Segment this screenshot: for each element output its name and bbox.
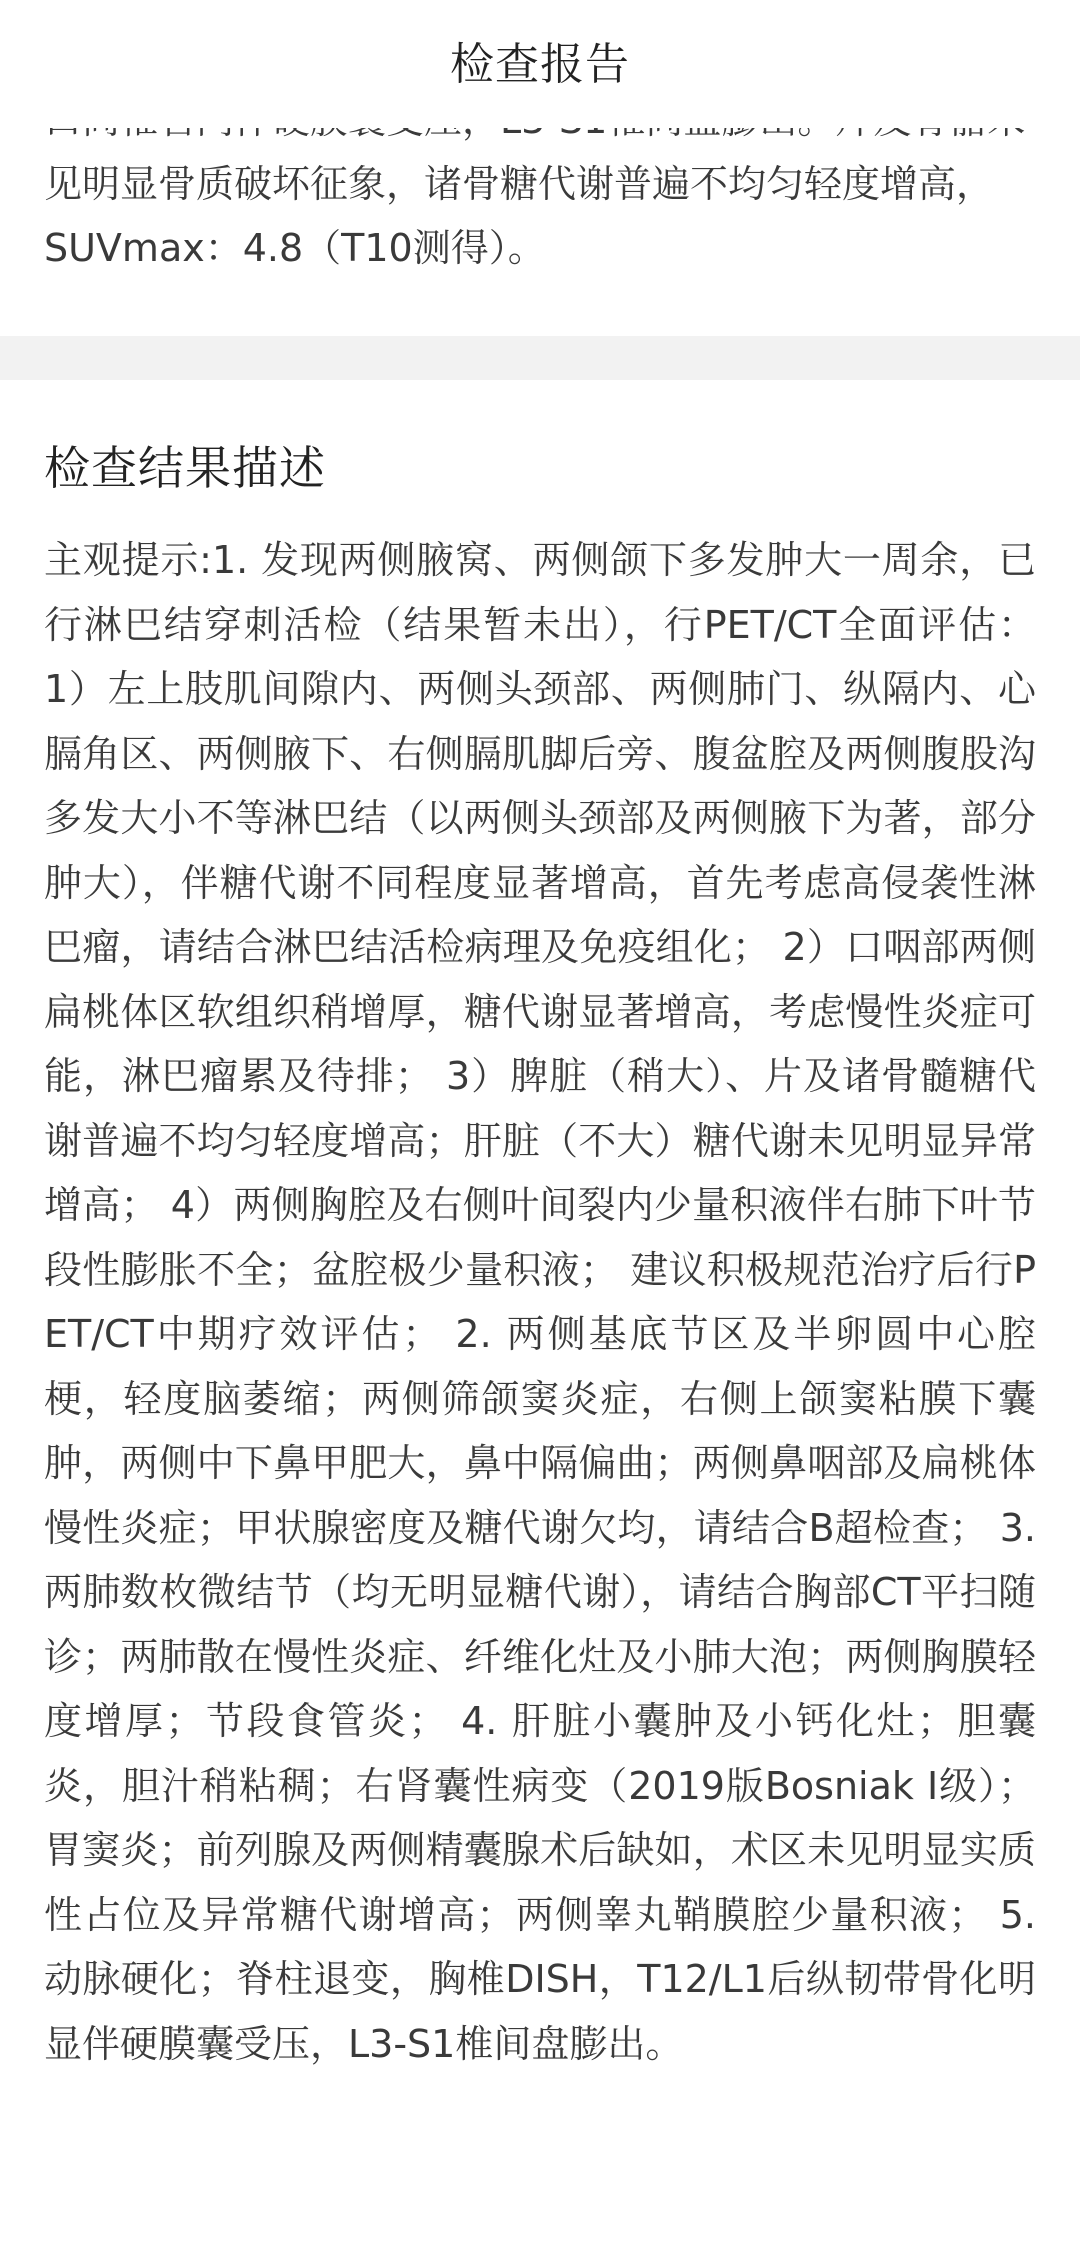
top-header xyxy=(0,0,1080,128)
findings-body: 主观提示:1. 发现两侧腋窝、两侧颌下多发肿大一周余，已行淋巴结穿刺活检（结果暂未出），行PET/CT全面评估： 1）左上肢肌间隙内、两侧头颈部、两侧肺门、纵隔内、心膈角区、两侧腋下、右侧膈肌脚后旁、腹盆腔及两侧腹股沟多发大小不等淋巴结（以两侧头颈部及两侧腋下为著，部分肿大），伴糖代谢不同程度显著增高，首先考虑高侵袭性淋巴瘤，请结合淋巴结活检病理及免疫组化； 2）口咽部两侧扁桃体区软组织稍增厚，糖代谢显著增高，考虑慢性炎症可能，淋巴瘤累及待排； 3）脾脏（稍大）、片及诸骨髓糖代谢普遍不均匀轻度增高；肝脏（不大）糖代谢未见明显异常增高； 4）两侧胸腔及右侧叶间裂内少量积液伴右肺下叶节段性膨胀不全；盆腔极少量积液； 建议积极规范治疗后行PET/CT中期疗效评估； 2. 两侧基底节区及半卵圆中心腔梗，轻度脑萎缩；两侧筛颌窦炎症，右侧上颌窦粘膜下囊肿，两侧中下鼻甲肥大，鼻中隔偏曲；两侧鼻咽部及扁桃体慢性炎症；甲状腺密度及糖代谢欠均，请结合B超检查； 3. 两肺数枚微结节（均无明显糖代谢），请结合胸部CT平扫随诊；两肺散在慢性炎症、纤维化灶及小肺大泡；两侧胸膜轻度增厚；节段食管炎； 4. 肝脏小囊肿及小钙化灶；胆囊炎，胆汁稍粘稠；右肾囊性病变（2019版Bosniak I级）；胃窦炎；前列腺及两侧精囊腺术后缺如，术区未见明显实质性占位及异常糖代谢增高；两侧睾丸鞘膜腔少量积液； 5. 动脉硬化；脊柱退变，胸椎DISH，T12/L1后纵韧带骨化明显伴硬膜囊受压，L3-S1椎间盘膨出。 xyxy=(44,538,1036,2066)
section-divider xyxy=(0,336,1080,380)
page-title: 检查报告 xyxy=(450,39,630,90)
findings-title: 检查结果描述 xyxy=(44,441,326,495)
findings-section xyxy=(0,380,1080,2257)
previous-section-text: 见明显骨质破坏征象，诸骨糖代谢普遍不均匀轻度增高，SUVmax：4.8（T10测得）。 xyxy=(44,162,995,270)
